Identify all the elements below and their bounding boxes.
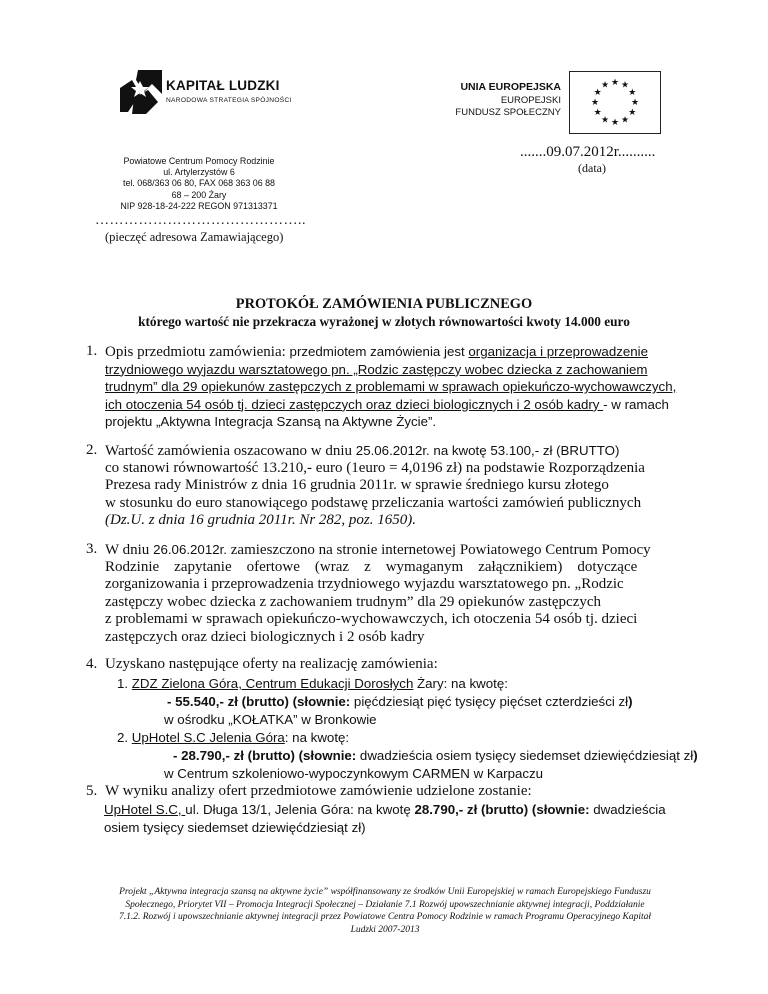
text: zamieszczono na stronie internetowej Powiatowego Centrum Pomocy — [227, 542, 651, 558]
section-4 — [86, 656, 698, 781]
text: dwadzieścia — [589, 802, 666, 817]
section-1 — [86, 343, 676, 431]
section-2 — [86, 442, 676, 530]
section-number: 4. — [86, 656, 98, 672]
eu-title: UNIA EUROPEJSKA — [460, 81, 561, 93]
text: co stanowi równowartość 13.210,- euro (1euro = 4,0196 zł) na podstawie Rozporządzenia — [105, 459, 645, 476]
offer-place: w ośrodku „KOŁATKA” w Bronkowie — [164, 712, 377, 727]
offer-1-amount — [167, 693, 633, 711]
text: 25.06.2012r. na kwotę 53.100,- zł (BRUTTO) — [355, 443, 620, 458]
eu-star-icon: ★ — [600, 79, 610, 90]
stamp-line: NIP 928-18-24-222 REGON 971313371 — [120, 200, 278, 211]
text: organizacja i przeprowadzenie — [468, 344, 649, 359]
stamp-line: Powiatowe Centrum Pomocy Rodzinie — [123, 156, 275, 166]
eu-flag-icon — [569, 71, 661, 134]
text: przedmiotem zamówienia jest — [289, 344, 469, 359]
text: trudnym” dla 29 opiekunów zastępczych z problemami w sprawach opiekuńczo-wychowawczych, — [105, 379, 677, 395]
offer-amount-words: dwadzieścia osiem tysięcy siedemset dziewięćdziesiąt zł — [359, 748, 694, 763]
offer-2 — [117, 729, 349, 747]
offer-amount: - 28.790,- zł (brutto) (słownie: — [173, 748, 360, 763]
footer — [100, 886, 670, 936]
text: osiem tysięcy siedemset dziewięćdziesiąt zł) — [104, 820, 366, 835]
awarded-amount: 28.790,- zł (brutto) (słownie: — [414, 802, 590, 817]
offer-amount: - 55.540,- zł (brutto) (słownie: — [167, 694, 354, 709]
eu-star-icon: ★ — [628, 107, 637, 117]
text: z problemami w sprawach opiekuńczo-wychowawczych, ich otoczenia 54 osób tj. dzieci — [105, 611, 638, 628]
document-subtitle: którego wartość nie przekracza wyrażonej w złotych równowartości kwoty 14.000 euro — [138, 314, 630, 329]
eu-logo — [448, 66, 660, 138]
eu-fund-line1: EUROPEJSKI — [500, 95, 561, 106]
awarded-line — [104, 801, 666, 819]
eu-star-icon: ★ — [593, 107, 602, 117]
stamp-dotted-line: …………………………………….. — [95, 213, 306, 228]
text: - w ramach — [603, 396, 669, 412]
section-number: 3. — [86, 541, 98, 557]
footer-line: Społecznego, Priorytet VII – Promocja Integracji Społecznej – Działanie 7.1 Rozwój upowszechnianie aktywnej integracji, Poddziałanie — [125, 899, 645, 910]
footer-line: Ludzki 2007-2013 — [350, 924, 420, 935]
awarded-name: UpHotel S.C, — [104, 802, 186, 817]
text: zastępczych oraz dzieci biologicznych i 2 osób kadry — [105, 628, 425, 645]
text: ul. Długa 13/1, Jelenia Góra: na kwotę — [185, 802, 415, 817]
section-5 — [86, 783, 676, 835]
text: Opis przedmiotu zamówienia: — [105, 344, 290, 360]
text: Żary: na kwotę: — [413, 676, 508, 691]
text: Rodzinie zapytanie ofertowe (wraz z wymaganym załącznikiem) dotyczące — [105, 558, 638, 575]
text: projektu „Aktywna Integracja Szansą na Aktywne Życie”. — [105, 414, 437, 430]
offer-name: UpHotel S.C Jelenia Góra — [131, 730, 285, 745]
text: Wartość zamówienia oszacowano w dniu — [105, 443, 356, 459]
text: W wyniku analizy ofert przedmiotowe zamówienie udzielone zostanie: — [105, 783, 532, 799]
offer-2-amount — [173, 747, 698, 765]
stamp-line: ul. Artylerzystów 6 — [163, 167, 235, 178]
document-title: PROTOKÓŁ ZAMÓWIENIA PUBLICZNEGO — [235, 296, 533, 312]
kapital-ludzki-title: KAPITAŁ LUDZKI — [166, 78, 280, 93]
kapital-ludzki-subtitle: NARODOWA STRATEGIA SPÓJNOŚCI — [166, 97, 292, 104]
text: ) — [628, 694, 633, 709]
text: ) — [693, 748, 698, 763]
offer-amount-words: pięćdziesiąt pięć tysięcy pięćset czterdzieści zł — [353, 694, 629, 709]
stamp-label: (pieczęć adresowa Zamawiającego) — [105, 230, 284, 244]
eu-star-icon: ★ — [593, 87, 602, 97]
text: Uzyskano następujące oferty na realizację zamówienia: — [105, 656, 438, 672]
eu-fund-line2: FUNDUSZ SPOŁECZNY — [455, 107, 561, 118]
address-stamp — [104, 156, 294, 212]
document-date: .......09.07.2012r.......... — [520, 144, 656, 160]
text: 26.06.2012r. — [153, 542, 228, 557]
text: w stosunku do euro stanowiącego podstawę przeliczania wartości zamówień publicznych — [105, 494, 642, 511]
offer-place: w Centrum szkoleniowo-wypoczynkowym CARMEN w Karpaczu — [164, 766, 544, 781]
text: zastępczy wobec dziecka z zachowaniem trudnym” dla 29 opiekunów zastępczych — [105, 593, 602, 610]
text: (Dz.U. z dnia 16 grudnia 2011r. Nr 282, poz. 1650). — [105, 512, 416, 529]
footer-line: 7.1.2. Rozwój i upowszechnianie aktywnej integracji przez Powiatowe Centra Pomocy Rodzinie w ramach Programu Operacyjnego Kapitał — [118, 912, 652, 923]
eu-star-icon: ★ — [610, 117, 620, 127]
text: ich otoczenia 54 osób tj. dzieci zastępczych oraz dzieci biologicznych i 2 osób kadry — [105, 396, 604, 412]
date-label: (data) — [578, 161, 606, 175]
offer-name: ZDZ Zielona Góra, Centrum Edukacji Dorosłych — [131, 676, 414, 691]
eu-star-icon: ★ — [628, 87, 637, 97]
eu-star-icon: ★ — [610, 77, 620, 87]
stamp-line: tel. 068/363 06 80, FAX 068 363 06 88 — [123, 178, 275, 189]
eu-star-icon: ★ — [620, 114, 630, 125]
text: trzydniowego wyjazdu warsztatowego pn. „Rodzic zastępczy wobec dziecka z zachowaniem — [105, 361, 648, 377]
eu-star-icon: ★ — [590, 97, 600, 107]
footer-line: Projekt „Aktywna integracja szansą na aktywne życie” współfinansowany ze środków Unii Europejskiej w ramach Europejskiego Funduszu — [119, 887, 651, 897]
kapital-ludzki-logo — [118, 68, 318, 114]
eu-star-icon: ★ — [620, 79, 630, 90]
text: W dniu — [105, 542, 154, 558]
kapital-ludzki-mark-icon — [118, 68, 162, 114]
text: zorganizowania i przeprowadzenia trzydniowego wyjazdu warsztatowego pn. „Rodzic — [105, 576, 624, 593]
offer-number: 2. — [117, 730, 129, 745]
eu-star-icon: ★ — [630, 97, 640, 107]
section-number: 1. — [86, 343, 98, 359]
eu-star-icon: ★ — [600, 114, 610, 125]
offer-1 — [117, 675, 508, 693]
text: : na kwotę: — [284, 730, 350, 745]
text: Prezesa rady Ministrów z dnia 16 grudnia 2011r. w sprawie średniego kursu złotego — [105, 477, 609, 494]
offer-number: 1. — [117, 676, 129, 691]
section-number: 2. — [86, 442, 98, 458]
stamp-line: 68 – 200 Żary — [171, 189, 227, 200]
section-number: 5. — [86, 783, 98, 799]
section-3 — [86, 541, 676, 647]
